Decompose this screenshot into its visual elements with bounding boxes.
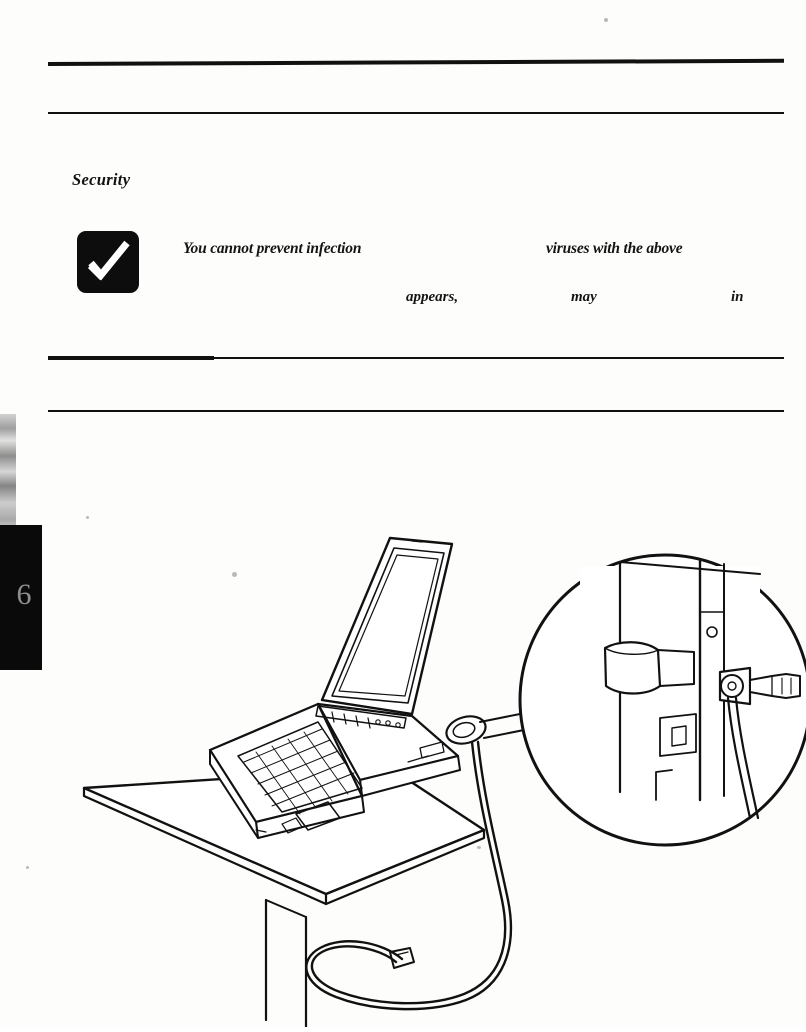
- page-title: Security: [72, 170, 131, 189]
- section-rule-thin: [214, 357, 784, 359]
- scan-speck: [26, 866, 29, 869]
- notebook-security-lock-figure: [60, 500, 806, 1027]
- header-rule-thin: [48, 112, 784, 114]
- scan-speck: [604, 18, 608, 22]
- chapter-tab-number: 6: [16, 578, 32, 611]
- header-rule-thick: [48, 59, 784, 66]
- section-rule-thick: [48, 356, 214, 360]
- note-text-line1-left: You cannot prevent infection: [183, 240, 362, 257]
- note-text-line2-c: in: [731, 289, 744, 305]
- scan-edge-artifact: [0, 414, 16, 534]
- note-text-line1-right: viruses with the above: [546, 240, 683, 257]
- checkmark-note-icon: [77, 231, 139, 293]
- note-text-line2-b: may: [571, 289, 597, 305]
- section-rule-lower: [48, 410, 784, 412]
- note-text-line2-a: appears,: [406, 289, 459, 305]
